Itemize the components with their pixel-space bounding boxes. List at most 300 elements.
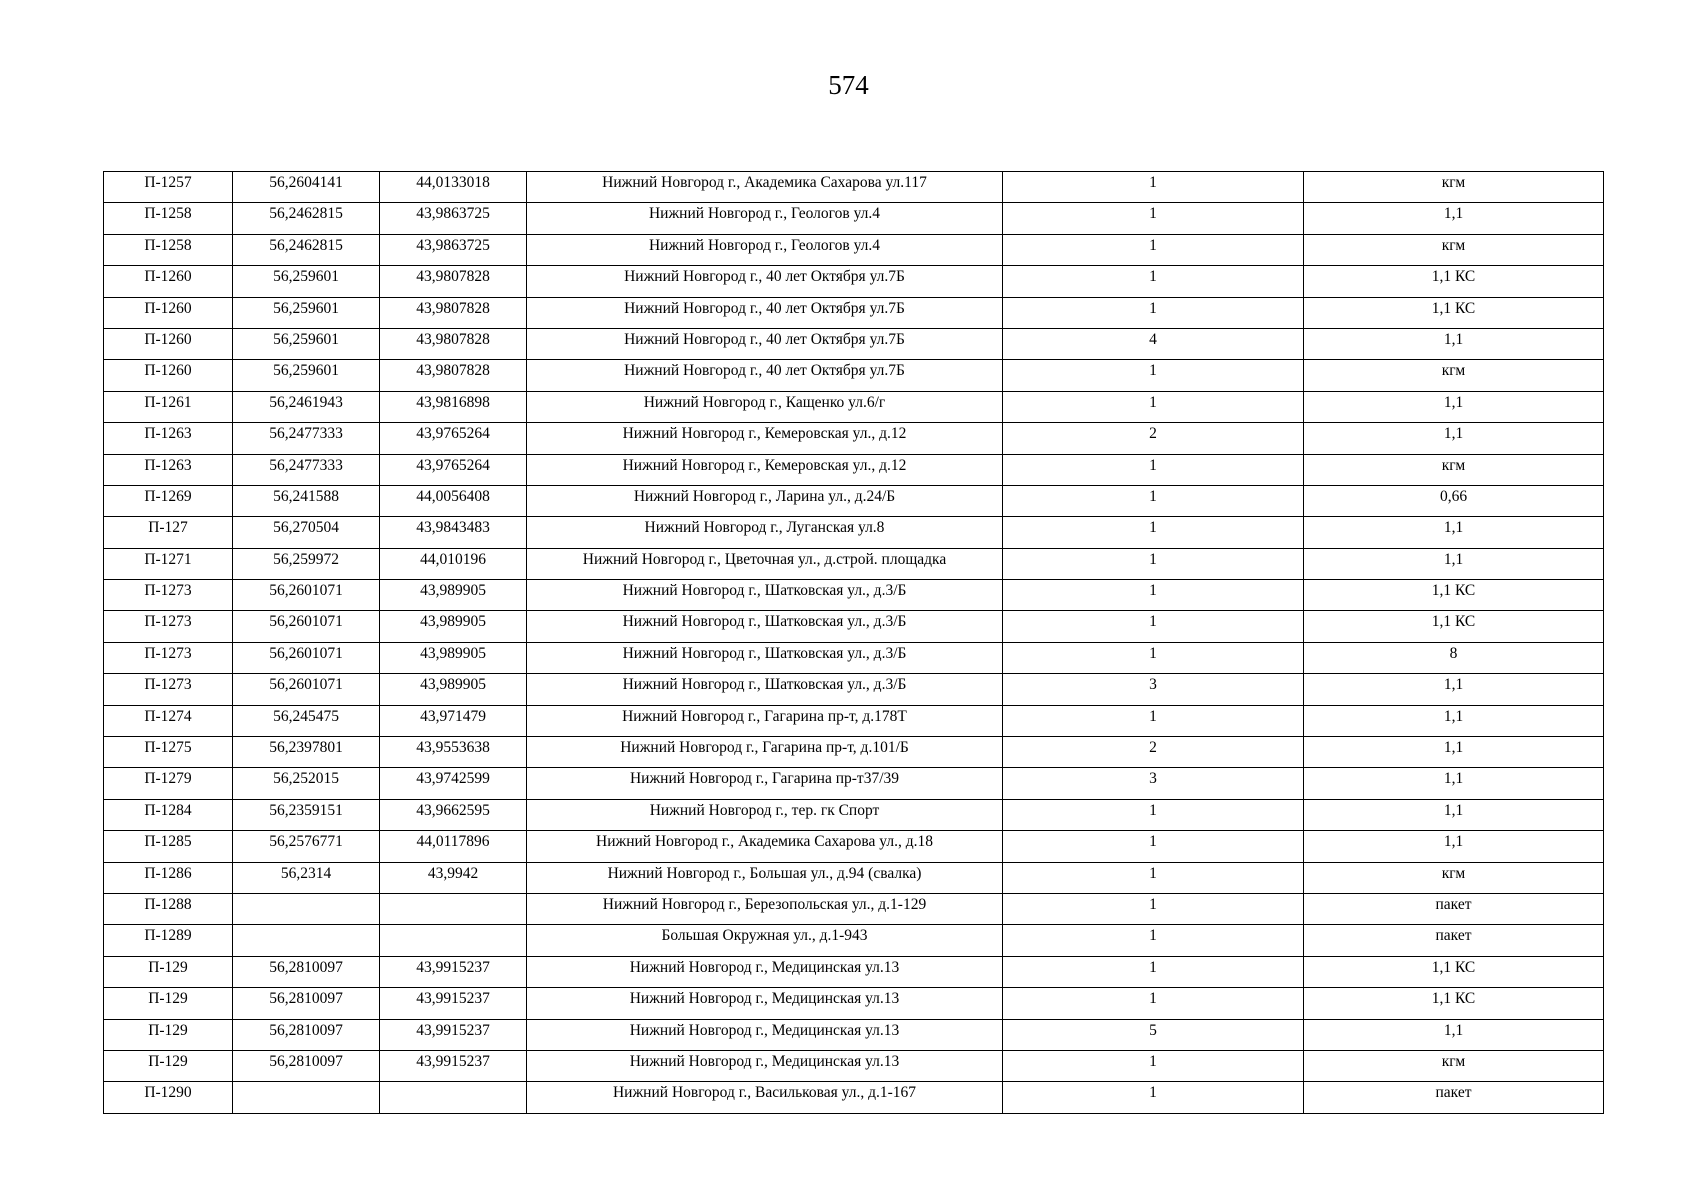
- latitude-text: 56,2576771: [269, 833, 343, 851]
- longitude-text: 43,989905: [420, 676, 486, 694]
- cell-address: [527, 391, 1003, 422]
- cell-longitude: [380, 611, 527, 642]
- cell-container-type: [1304, 1082, 1604, 1113]
- latitude-text: [237, 1082, 375, 1083]
- longitude-text: [384, 925, 522, 926]
- latitude-text: 56,2810097: [269, 1052, 343, 1070]
- latitude-text: 56,2462815: [269, 205, 343, 223]
- cell-longitude: [380, 799, 527, 830]
- cell-point-id: [104, 391, 233, 422]
- cell-longitude: [380, 172, 527, 203]
- container-type-text: кгм: [1441, 864, 1466, 882]
- cell-longitude: [380, 234, 527, 265]
- longitude-text: 43,9742599: [416, 770, 490, 788]
- container-type-text: 1,1: [1443, 425, 1464, 443]
- address-text: Нижний Новгород г., Шатковская ул., д.3/Б: [622, 613, 907, 631]
- cell-point-id: [104, 956, 233, 987]
- cell-quantity: [1003, 423, 1304, 454]
- latitude-text: 56,259601: [273, 268, 339, 286]
- longitude-text: 43,971479: [420, 707, 486, 725]
- container-type-text: кгм: [1441, 456, 1466, 474]
- longitude-text: 43,9553638: [416, 739, 490, 757]
- cell-address: [527, 234, 1003, 265]
- container-type-text: 1,1: [1443, 801, 1464, 819]
- address-text: Нижний Новгород г., Кемеровская ул., д.12: [622, 456, 907, 474]
- table-row: [104, 925, 1604, 956]
- cell-container-type: [1304, 1019, 1604, 1050]
- point-id-text: П-129: [148, 1021, 188, 1039]
- address-text: Нижний Новгород г., Академика Сахарова ул., д.18: [596, 833, 933, 851]
- cell-quantity: [1003, 360, 1304, 391]
- point-id-text: П-1263: [144, 456, 192, 474]
- cell-container-type: [1304, 297, 1604, 328]
- cell-address: [527, 799, 1003, 830]
- table-row: [104, 956, 1604, 987]
- container-type-text: пакет: [1435, 1084, 1472, 1102]
- cell-address: [527, 485, 1003, 516]
- address-text: Нижний Новгород г., Медицинская ул.13: [629, 1052, 900, 1070]
- cell-longitude: [380, 1050, 527, 1081]
- point-id-text: П-1257: [144, 174, 192, 191]
- table-row: [104, 580, 1604, 611]
- table-row: [104, 234, 1604, 265]
- point-id-text: П-1290: [144, 1084, 192, 1102]
- cell-latitude: [233, 360, 380, 391]
- quantity-text: 1: [1149, 268, 1157, 286]
- cell-longitude: [380, 831, 527, 862]
- cell-latitude: [233, 799, 380, 830]
- cell-container-type: [1304, 831, 1604, 862]
- point-id-text: П-1260: [144, 330, 192, 348]
- point-id-text: П-1261: [144, 393, 192, 411]
- table-row: [104, 1050, 1604, 1081]
- cell-point-id: [104, 925, 233, 956]
- quantity-text: 1: [1149, 299, 1157, 317]
- page-number: 574: [828, 70, 869, 100]
- quantity-text: 1: [1149, 990, 1157, 1008]
- latitude-text: [237, 925, 375, 926]
- quantity-text: 1: [1149, 582, 1157, 600]
- longitude-text: 43,9765264: [416, 425, 490, 443]
- point-id-text: П-1288: [144, 895, 192, 913]
- address-text: Нижний Новгород г., 40 лет Октября ул.7Б: [624, 330, 905, 348]
- cell-quantity: [1003, 548, 1304, 579]
- cell-address: [527, 580, 1003, 611]
- point-id-text: П-1263: [144, 425, 192, 443]
- cell-point-id: [104, 831, 233, 862]
- cell-container-type: [1304, 737, 1604, 768]
- cell-quantity: [1003, 1082, 1304, 1113]
- point-id-text: П-1258: [144, 236, 192, 254]
- address-text: Нижний Новгород г., Шатковская ул., д.3/Б: [622, 644, 907, 662]
- table-row: [104, 266, 1604, 297]
- point-id-text: П-1275: [144, 739, 192, 757]
- table-row: [104, 893, 1604, 924]
- longitude-text: 44,0117896: [416, 833, 490, 851]
- cell-container-type: [1304, 548, 1604, 579]
- cell-latitude: [233, 297, 380, 328]
- cell-container-type: [1304, 674, 1604, 705]
- longitude-text: 43,9807828: [416, 268, 490, 286]
- cell-point-id: [104, 297, 233, 328]
- cell-quantity: [1003, 893, 1304, 924]
- quantity-text: 1: [1149, 613, 1157, 631]
- cell-latitude: [233, 580, 380, 611]
- container-type-text: 1,1: [1443, 519, 1464, 537]
- point-id-text: П-1284: [144, 801, 192, 819]
- cell-point-id: [104, 485, 233, 516]
- cell-longitude: [380, 360, 527, 391]
- cell-point-id: [104, 611, 233, 642]
- cell-address: [527, 893, 1003, 924]
- latitude-text: 56,259601: [273, 330, 339, 348]
- cell-quantity: [1003, 485, 1304, 516]
- point-id-text: П-129: [148, 990, 188, 1008]
- cell-quantity: [1003, 391, 1304, 422]
- quantity-text: 1: [1149, 927, 1157, 945]
- container-type-text: 1,1 КС: [1431, 582, 1476, 600]
- table-row: [104, 423, 1604, 454]
- cell-container-type: [1304, 423, 1604, 454]
- cell-container-type: [1304, 266, 1604, 297]
- cell-container-type: [1304, 328, 1604, 359]
- cell-longitude: [380, 862, 527, 893]
- cell-quantity: [1003, 831, 1304, 862]
- quantity-text: 1: [1149, 958, 1157, 976]
- table-body: [104, 172, 1604, 1114]
- cell-latitude: [233, 737, 380, 768]
- cell-address: [527, 862, 1003, 893]
- point-id-text: П-1273: [144, 644, 192, 662]
- cell-address: [527, 548, 1003, 579]
- table-row: [104, 391, 1604, 422]
- address-text: Нижний Новгород г., Березопольская ул., д.1-129: [602, 895, 927, 913]
- cell-point-id: [104, 1019, 233, 1050]
- container-type-text: 1,1: [1443, 770, 1464, 788]
- longitude-text: 44,010196: [420, 550, 486, 568]
- latitude-text: 56,270504: [273, 519, 339, 537]
- address-text: Нижний Новгород г., Геологов ул.4: [648, 205, 881, 223]
- cell-longitude: [380, 737, 527, 768]
- latitude-text: 56,2359151: [269, 801, 343, 819]
- latitude-text: [237, 894, 375, 895]
- cell-latitude: [233, 234, 380, 265]
- point-id-text: П-1260: [144, 299, 192, 317]
- cell-point-id: [104, 360, 233, 391]
- point-id-text: П-1258: [144, 205, 192, 223]
- cell-latitude: [233, 391, 380, 422]
- cell-quantity: [1003, 642, 1304, 673]
- cell-latitude: [233, 768, 380, 799]
- cell-latitude: [233, 517, 380, 548]
- cell-point-id: [104, 705, 233, 736]
- cell-container-type: [1304, 485, 1604, 516]
- cell-point-id: [104, 642, 233, 673]
- cell-container-type: [1304, 705, 1604, 736]
- longitude-text: 43,989905: [420, 582, 486, 600]
- table-row: [104, 674, 1604, 705]
- address-text: Нижний Новгород г., тер. гк Спорт: [649, 801, 880, 819]
- latitude-text: 56,2462815: [269, 236, 343, 254]
- cell-latitude: [233, 485, 380, 516]
- address-text: Нижний Новгород г., Академика Сахарова ул.117: [602, 174, 927, 191]
- latitude-text: 56,245475: [273, 707, 339, 725]
- cell-point-id: [104, 328, 233, 359]
- longitude-text: 43,9915237: [416, 990, 490, 1008]
- container-type-text: 1,1: [1443, 550, 1464, 568]
- quantity-text: 1: [1149, 487, 1157, 505]
- cell-quantity: [1003, 799, 1304, 830]
- cell-quantity: [1003, 328, 1304, 359]
- cell-container-type: [1304, 517, 1604, 548]
- latitude-text: 56,2314: [280, 864, 332, 882]
- cell-longitude: [380, 454, 527, 485]
- cell-address: [527, 737, 1003, 768]
- point-id-text: П-1274: [144, 707, 192, 725]
- container-type-text: 1,1 КС: [1431, 299, 1476, 317]
- cell-point-id: [104, 234, 233, 265]
- latitude-text: 56,2601071: [269, 676, 343, 694]
- longitude-text: 43,9843483: [416, 519, 490, 537]
- cell-quantity: [1003, 611, 1304, 642]
- cell-quantity: [1003, 988, 1304, 1019]
- longitude-text: 43,989905: [420, 613, 486, 631]
- cell-latitude: [233, 203, 380, 234]
- cell-address: [527, 988, 1003, 1019]
- table-row: [104, 642, 1604, 673]
- quantity-text: 3: [1149, 770, 1157, 788]
- address-text: Нижний Новгород г., Ларина ул., д.24/Б: [633, 487, 896, 505]
- container-type-text: 1,1: [1443, 833, 1464, 851]
- cell-container-type: [1304, 956, 1604, 987]
- container-type-text: пакет: [1435, 895, 1472, 913]
- point-id-text: П-1271: [144, 550, 192, 568]
- table-row: [104, 611, 1604, 642]
- longitude-text: 43,9942: [427, 864, 479, 882]
- point-id-text: П-127: [148, 519, 188, 537]
- cell-container-type: [1304, 925, 1604, 956]
- cell-address: [527, 423, 1003, 454]
- cell-latitude: [233, 172, 380, 203]
- cell-latitude: [233, 674, 380, 705]
- latitude-text: 56,241588: [273, 487, 339, 505]
- cell-longitude: [380, 328, 527, 359]
- container-type-text: 1,1 КС: [1431, 613, 1476, 631]
- cell-quantity: [1003, 234, 1304, 265]
- table-row: [104, 485, 1604, 516]
- container-type-text: 1,1: [1443, 676, 1464, 694]
- cell-container-type: [1304, 611, 1604, 642]
- cell-longitude: [380, 1019, 527, 1050]
- latitude-text: 56,2477333: [269, 456, 343, 474]
- address-text: Нижний Новгород г., Гагарина пр-т, д.101/Б: [620, 739, 909, 757]
- address-text: Нижний Новгород г., Большая ул., д.94 (свалка): [607, 864, 922, 882]
- cell-quantity: [1003, 705, 1304, 736]
- table-row: [104, 548, 1604, 579]
- table-row: [104, 297, 1604, 328]
- address-text: Нижний Новгород г., Гагарина пр-т37/39: [629, 770, 900, 788]
- table-row: [104, 360, 1604, 391]
- address-text: Нижний Новгород г., Кащенко ул.6/г: [643, 393, 886, 411]
- cell-container-type: [1304, 768, 1604, 799]
- latitude-text: 56,2397801: [269, 739, 343, 757]
- latitude-text: 56,2601071: [269, 613, 343, 631]
- cell-longitude: [380, 548, 527, 579]
- cell-point-id: [104, 737, 233, 768]
- longitude-text: 43,9807828: [416, 330, 490, 348]
- quantity-text: 1: [1149, 205, 1157, 223]
- point-id-text: П-1285: [144, 833, 192, 851]
- address-text: Нижний Новгород г., 40 лет Октября ул.7Б: [624, 362, 905, 380]
- address-text: Нижний Новгород г., Медицинская ул.13: [629, 990, 900, 1008]
- cell-point-id: [104, 988, 233, 1019]
- latitude-text: 56,259601: [273, 362, 339, 380]
- cell-point-id: [104, 1050, 233, 1081]
- longitude-text: [384, 1082, 522, 1083]
- cell-quantity: [1003, 172, 1304, 203]
- quantity-text: 1: [1149, 174, 1157, 191]
- longitude-text: 43,9863725: [416, 205, 490, 223]
- cell-container-type: [1304, 642, 1604, 673]
- address-text: Нижний Новгород г., Шатковская ул., д.3/Б: [622, 676, 907, 694]
- cell-address: [527, 517, 1003, 548]
- cell-container-type: [1304, 391, 1604, 422]
- quantity-text: 1: [1149, 362, 1157, 380]
- cell-container-type: [1304, 799, 1604, 830]
- longitude-text: 43,989905: [420, 644, 486, 662]
- table-row: [104, 517, 1604, 548]
- cell-container-type: [1304, 203, 1604, 234]
- cell-latitude: [233, 1050, 380, 1081]
- quantity-text: 1: [1149, 456, 1157, 474]
- table-row: [104, 454, 1604, 485]
- cell-address: [527, 642, 1003, 673]
- latitude-text: 56,2810097: [269, 958, 343, 976]
- cell-address: [527, 266, 1003, 297]
- cell-point-id: [104, 203, 233, 234]
- point-id-text: П-1273: [144, 613, 192, 631]
- cell-latitude: [233, 548, 380, 579]
- point-id-text: П-1279: [144, 770, 192, 788]
- address-text: Нижний Новгород г., Цветочная ул., д.строй. площадка: [582, 550, 947, 568]
- quantity-text: 5: [1149, 1021, 1157, 1039]
- quantity-text: 1: [1149, 1084, 1157, 1102]
- cell-point-id: [104, 862, 233, 893]
- cell-longitude: [380, 988, 527, 1019]
- cell-address: [527, 705, 1003, 736]
- cell-point-id: [104, 799, 233, 830]
- cell-container-type: [1304, 1050, 1604, 1081]
- cell-address: [527, 1019, 1003, 1050]
- container-type-text: 1,1 КС: [1431, 958, 1476, 976]
- table-row: [104, 737, 1604, 768]
- point-id-text: П-1273: [144, 676, 192, 694]
- cell-address: [527, 956, 1003, 987]
- cell-address: [527, 1082, 1003, 1113]
- cell-quantity: [1003, 956, 1304, 987]
- cell-latitude: [233, 1019, 380, 1050]
- address-text: Нижний Новгород г., Медицинская ул.13: [629, 958, 900, 976]
- cell-longitude: [380, 517, 527, 548]
- address-text: Нижний Новгород г., Гагарина пр-т, д.178Т: [622, 707, 907, 725]
- point-id-text: П-129: [148, 1052, 188, 1070]
- cell-latitude: [233, 705, 380, 736]
- cell-longitude: [380, 423, 527, 454]
- container-type-text: 1,1: [1443, 205, 1464, 223]
- cell-quantity: [1003, 517, 1304, 548]
- cell-quantity: [1003, 454, 1304, 485]
- cell-point-id: [104, 266, 233, 297]
- cell-longitude: [380, 956, 527, 987]
- cell-longitude: [380, 925, 527, 956]
- cell-address: [527, 674, 1003, 705]
- registry-table: [103, 171, 1604, 1114]
- cell-quantity: [1003, 203, 1304, 234]
- longitude-text: 43,9915237: [416, 1052, 490, 1070]
- cell-longitude: [380, 768, 527, 799]
- quantity-text: 1: [1149, 1052, 1157, 1070]
- cell-quantity: [1003, 580, 1304, 611]
- container-type-text: 1,1 КС: [1431, 990, 1476, 1008]
- cell-longitude: [380, 705, 527, 736]
- table-row: [104, 799, 1604, 830]
- cell-point-id: [104, 580, 233, 611]
- cell-address: [527, 925, 1003, 956]
- longitude-text: 43,9807828: [416, 362, 490, 380]
- address-text: Нижний Новгород г., Кемеровская ул., д.12: [622, 425, 907, 443]
- latitude-text: 56,2601071: [269, 582, 343, 600]
- container-type-text: кгм: [1441, 362, 1466, 380]
- longitude-text: 43,9915237: [416, 1021, 490, 1039]
- cell-longitude: [380, 391, 527, 422]
- address-text: Нижний Новгород г., 40 лет Октября ул.7Б: [624, 299, 905, 317]
- container-type-text: 0,66: [1439, 487, 1468, 505]
- table-row: [104, 768, 1604, 799]
- latitude-text: 56,2461943: [269, 393, 343, 411]
- container-type-text: кгм: [1441, 174, 1466, 191]
- cell-latitude: [233, 956, 380, 987]
- cell-address: [527, 297, 1003, 328]
- table-row: [104, 862, 1604, 893]
- cell-container-type: [1304, 580, 1604, 611]
- quantity-text: 2: [1149, 425, 1157, 443]
- cell-latitude: [233, 862, 380, 893]
- point-id-text: П-129: [148, 958, 188, 976]
- address-text: Нижний Новгород г., Геологов ул.4: [648, 236, 881, 254]
- cell-address: [527, 328, 1003, 359]
- container-type-text: кгм: [1441, 236, 1466, 254]
- point-id-text: П-1260: [144, 362, 192, 380]
- cell-quantity: [1003, 925, 1304, 956]
- quantity-text: 1: [1149, 864, 1157, 882]
- point-id-text: П-1260: [144, 268, 192, 286]
- cell-latitude: [233, 1082, 380, 1113]
- cell-point-id: [104, 454, 233, 485]
- container-type-text: 8: [1449, 644, 1458, 662]
- cell-address: [527, 1050, 1003, 1081]
- container-type-text: 1,1 КС: [1431, 268, 1476, 286]
- latitude-text: 56,2601071: [269, 644, 343, 662]
- latitude-text: 56,2604141: [269, 174, 343, 191]
- cell-address: [527, 611, 1003, 642]
- quantity-text: 3: [1149, 676, 1157, 694]
- quantity-text: 4: [1149, 330, 1157, 348]
- cell-longitude: [380, 297, 527, 328]
- cell-container-type: [1304, 454, 1604, 485]
- cell-latitude: [233, 831, 380, 862]
- latitude-text: 56,2810097: [269, 1021, 343, 1039]
- table-row: [104, 203, 1604, 234]
